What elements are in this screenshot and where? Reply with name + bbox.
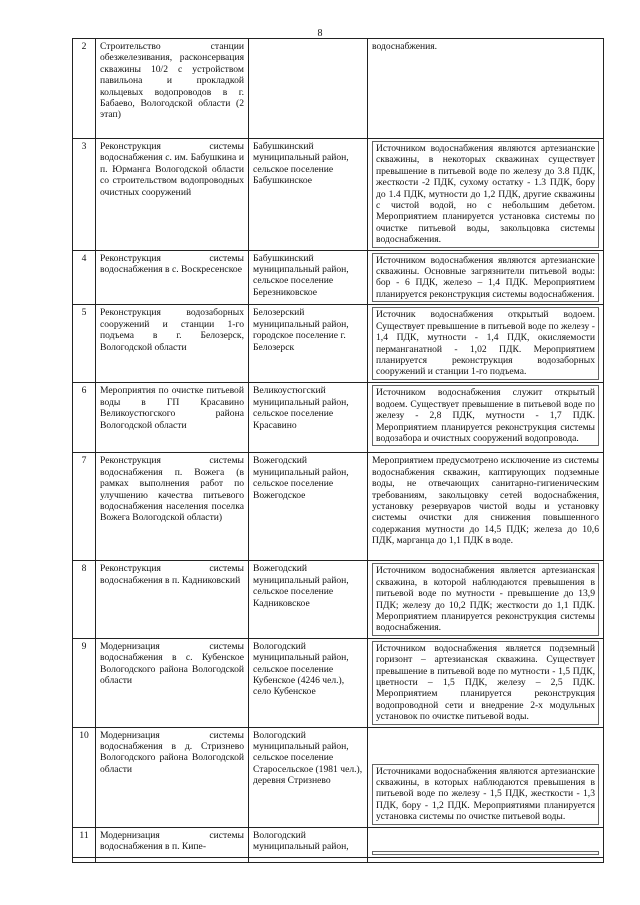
project-description-cell: [368, 139, 604, 251]
row-number: 10: [73, 727, 96, 827]
project-description-cell: [368, 383, 604, 453]
project-description-cell: [368, 638, 604, 727]
table-row: [73, 453, 604, 561]
row-number: 4: [73, 250, 96, 305]
table-row: [73, 139, 604, 251]
table-row: [73, 39, 604, 139]
project-location: Вожегодский муниципальный район, сельское поселение Кадниковское: [249, 561, 368, 638]
project-description: Источник водоснабжения открытый водоем. Существует превышение в питьевой воде по железу - 1,4 ПДК, мутности - 1,4 ПДК, окисляемости перманганатной - 1,02 ПДК. Мероприятием планируется реконструкция водозаборных сооружений и станции 1-го подъема.: [372, 307, 599, 379]
project-description: водоснабжения.: [368, 39, 604, 139]
project-location: [249, 857, 368, 862]
project-location: Вологодский муниципальный район, сельское поселение Кубенское (4246 чел.), село Кубенское: [249, 638, 368, 727]
row-number: [73, 857, 96, 862]
project-description: Источником водоснабжения служит открытый водоем. Существует превышение в питьевой воде по железу - 2,8 ПДК, мутности - 1,7 ПДК. Мероприятием планируется реконструкция системы водозабора и очистных сооружений водопровода.: [372, 385, 599, 446]
projects-table: [72, 38, 604, 863]
project-location: Белозерский муниципальный район, городское поселение г. Белозерск: [249, 305, 368, 383]
row-number: 7: [73, 453, 96, 561]
row-number: 6: [73, 383, 96, 453]
project-name: Реконструкция системы водоснабжения в п. Кадниковский: [96, 561, 249, 638]
project-location: Бабушкинский муниципальный район, сельское поселение Березниковское: [249, 250, 368, 305]
page-number: 8: [317, 28, 323, 39]
table-row: [73, 305, 604, 383]
project-name: [96, 857, 249, 862]
project-name: Модернизация системы водоснабжения в д. Стризнево Вологодского района Вологодской области: [96, 727, 249, 827]
project-location: Вожегодский муниципальный район, сельское поселение Вожегодское: [249, 453, 368, 561]
project-description-cell: [368, 305, 604, 383]
table-row: [73, 638, 604, 727]
project-location: Вологодский муниципальный район, сельское поселение Старосельское (1981 чел.), деревня Стризнево: [249, 727, 368, 827]
project-location: Бабушкинский муниципальный район, сельское поселение Бабушкинское: [249, 139, 368, 251]
row-number: 8: [73, 561, 96, 638]
project-name: Модернизация системы водоснабжения в п. Кипе-: [96, 827, 249, 857]
table-row: [73, 383, 604, 453]
project-description: Источниками водоснабжения являются артезианские скважины, в которых наблюдаются превышения в питьевой воде по железу - 1,5 ПДК, жесткости - 1,3 ПДК, бору - 1,2 ПДК. Мероприятиями планируется установка системы по очистке питьевой воды.: [372, 764, 599, 825]
project-name: Мероприятия по очистке питьевой воды в ГП Красавино Великоустюгского района Вологодской области: [96, 383, 249, 453]
table-row: [73, 561, 604, 638]
row-number: 2: [73, 39, 96, 139]
project-location: [249, 39, 368, 139]
row-number: 5: [73, 305, 96, 383]
project-description: [372, 851, 599, 855]
table-row: [73, 250, 604, 305]
project-description: [368, 857, 604, 862]
table-row: [73, 727, 604, 827]
project-name: Строительство станции обезжелезивания, расконсервация скважины 10/2 с устройством павильона и прокладкой кольцевых водопроводов в г. Бабаево, Вологодской области (2 этап): [96, 39, 249, 139]
project-name: Реконструкция системы водоснабжения в с. Воскресенское: [96, 250, 249, 305]
project-description-cell: [368, 561, 604, 638]
row-number: 3: [73, 139, 96, 251]
project-location: Великоустюгский муниципальный район, сельское поселение Красавино: [249, 383, 368, 453]
project-description: Источником водоснабжения является подземный горизонт – артезианская скважина. Существует превышение в питьевой воде по мутности - 1,5 ПДК, цветности – 1,5 ПДК, железу – 2,5 ПДК. Мероприятием планируется реконструкция водопроводной сети и внедрение 2-х модульных установок по очистке питьевой воды.: [372, 641, 599, 725]
table-row: [73, 857, 604, 862]
project-description: Источником водоснабжения является артезианская скважина, в которой наблюдаются превышения в питьевой воде по мутности - превышение до 13,9 ПДК; железу до 10,2 ПДК; жесткости до 1,1 ПДК. Мероприятием планируется реконструкция системы водоснабжения.: [372, 563, 599, 635]
project-description: Мероприятием предусмотрено исключение из системы водоснабжения скважин, каптирующих подземные воды, не отвечающих санитарно-гигиеническим требованиям, закольцовку сетей водоснабжения, установку резервуаров чистой воды и установку системы очистки для снижения повышенного содержания мутности до 14,5 ПДК; железа до 10,6 ПДК, марганца до 1,1 ПДК в воде.: [368, 453, 604, 561]
project-description-cell: [368, 827, 604, 857]
project-description-cell: [368, 727, 604, 827]
project-description: Источником водоснабжения являются артезианские скважины, в некоторых скважинах существует превышение в питьевой воде по железу до 3.8 ПДК, жесткости -2 ПДК, сухому остатку - 1.3 ПДК, бору до 1.4 ПДК, мутности до 1,2 ПДК, другие скважины с чистой водой, но с небольшим дебетом. Мероприятием планируется установка системы по очистке питьевой воды, закольцовка системы водоснабжения.: [372, 141, 599, 248]
project-description: Источником водоснабжения являются артезианские скважины. Основные загрязнители питьевой воды: бор - 6 ПДК, железо – 1,4 ПДК. Мероприятием планируется реконструкция системы водоснабжения.: [372, 253, 599, 303]
row-number: 11: [73, 827, 96, 857]
project-name: Реконструкция системы водоснабжения п. Вожега (в рамках выполнения работ по улучшению качества питьевого водоснабжения населения поселка Вожега Вологодской области): [96, 453, 249, 561]
project-description-cell: [368, 250, 604, 305]
project-name: Реконструкция водозаборных сооружений и станции 1-го подъема в г. Белозерск, Вологодской области: [96, 305, 249, 383]
project-name: Реконструкция системы водоснабжения с. им. Бабушкина и п. Юрманга Вологодской области со строительством водопроводных очистных сооружений: [96, 139, 249, 251]
project-location: Вологодский муниципальный район,: [249, 827, 368, 857]
row-number: 9: [73, 638, 96, 727]
project-name: Модернизация системы водоснабжения в с. Кубенское Вологодского района Вологодской области: [96, 638, 249, 727]
table-row: [73, 827, 604, 857]
